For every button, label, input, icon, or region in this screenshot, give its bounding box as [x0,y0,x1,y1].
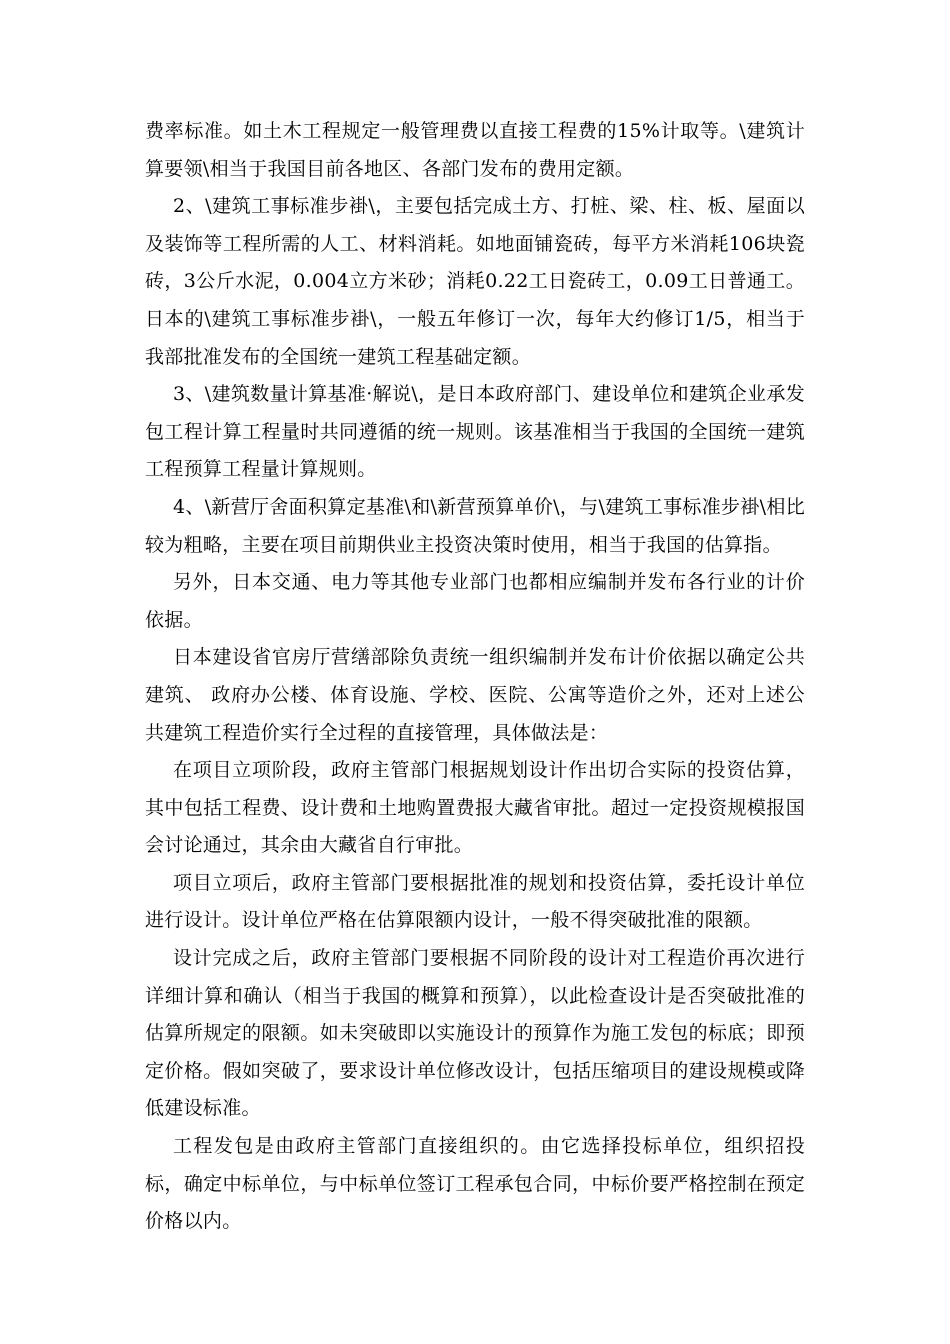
paragraph-1: 费率标准。如土木工程规定一般管理费以直接工程费的15%计取等。\建筑计算要领\相当于我国目前各地区、各部门发布的费用定额。 [145,120,805,180]
paragraph-4: 4、\新营厅舍面积算定基准\和\新营预算单价\，与\建筑工事标准步褂\相比较为粗略，主要在项目前期供业主投资决策时使用，相当于我国的估算指。 [145,495,805,556]
paragraph-2: 2、\建筑工事标准步褂\，主要包括完成土方、打桩、梁、柱、板、屋面以及装饰等工程所需的人工、材料消耗。如地面铺瓷砖，每平方米消耗106块瓷砖，3公斤水泥，0.004立方米砂；消耗0.22工日瓷砖工，0.09工日普通工。日本的\建筑工事标准步褂\，一般五年修订一次，每年大约修订1/5，相当于我部批准发布的全国统一建筑工程基础定额。 [145,195,805,368]
document-body [145,113,805,1241]
paragraph-6: 日本建设省官房厅营缮部除负责统一组织编制并发布计价依据以确定公共建筑、 政府办公楼、体育设施、学校、医院、公寓等造价之外，还对上述公共建筑工程造价实行全过程的直接管理，具体做法是： [145,646,805,744]
paragraph-5: 另外，日本交通、电力等其他专业部门也都相应编制并发布各行业的计价依据。 [145,571,805,631]
paragraph-10: 工程发包是由政府主管部门直接组织的。由它选择投标单位，组织招投标，确定中标单位，与中标单位签订工程承包合同，中标价要严格控制在预定价格以内。 [145,1135,805,1233]
paragraph-7: 在项目立项阶段，政府主管部门根据规划设计作出切合实际的投资估算，其中包括工程费、设计费和土地购置费报大藏省审批。超过一定投资规模报国会讨论通过，其余由大藏省自行审批。 [145,759,805,857]
paragraph-8: 项目立项后，政府主管部门要根据批准的规划和投资估算，委托设计单位进行设计。设计单位严格在估算限额内设计，一般不得突破批准的限额。 [145,871,805,932]
paragraph-9: 设计完成之后，政府主管部门要根据不同阶段的设计对工程造价再次进行详细计算和确认（相当于我国的概算和预算），以此检查设计是否突破批准的估算所规定的限额。如未突破即以实施设计的预算作为施工发包的标底；即预定价格。假如突破了，要求设计单位修改设计，包括压缩项目的建设规模或降低建设标准。 [145,947,805,1120]
paragraph-3: 3、\建筑数量计算基准·解说\，是日本政府部门、建设单位和建筑企业承发包工程计算工程量时共同遵循的统一规则。该基准相当于我国的全国统一建筑工程预算工程量计算规则。 [145,383,805,481]
